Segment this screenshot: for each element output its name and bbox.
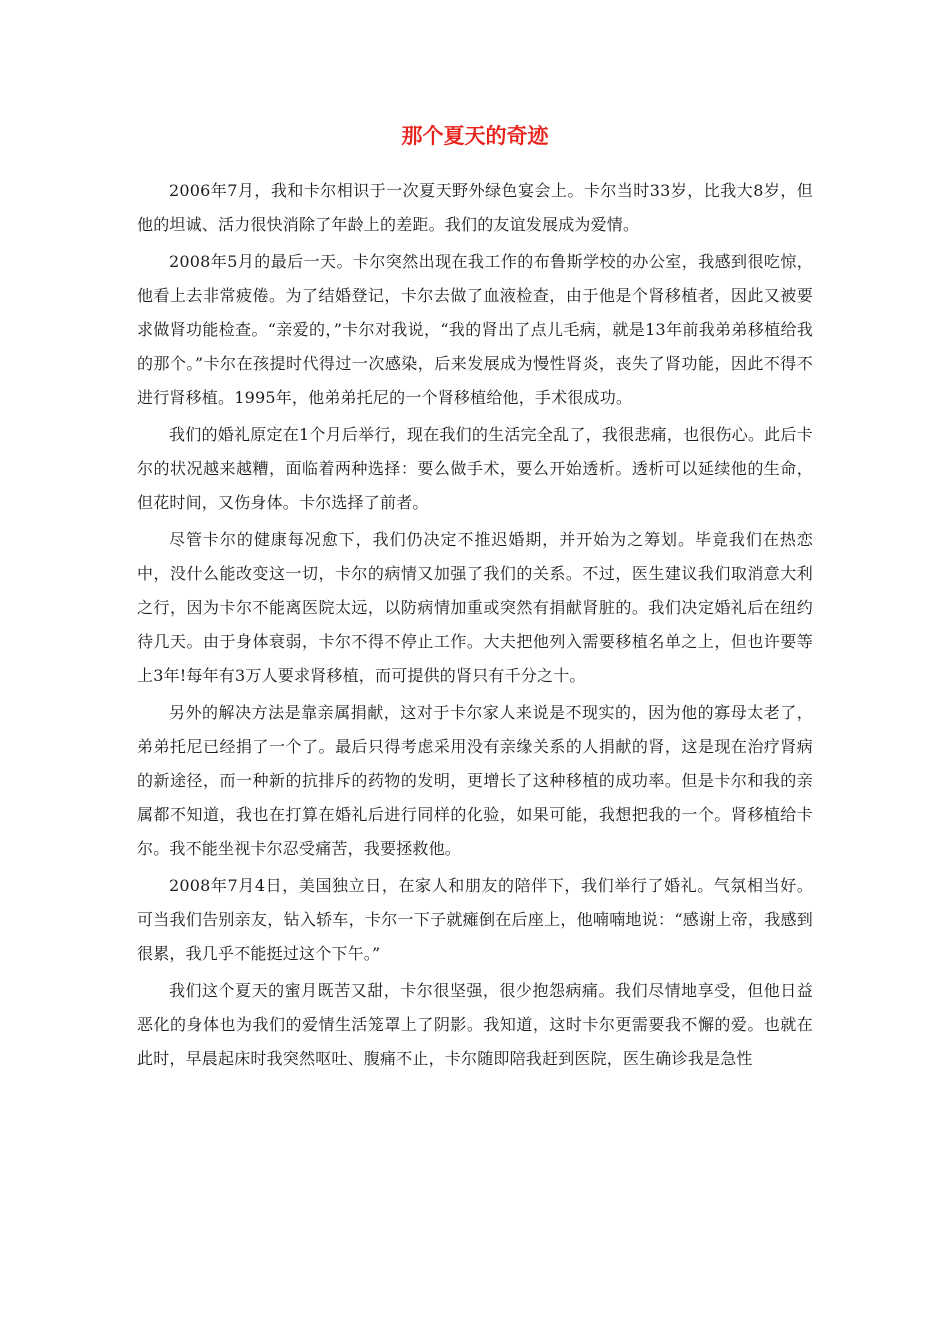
article-body — [137, 174, 813, 1079]
paragraph-6: 2008年7月4日，美国独立日，在家人和朋友的陪伴下，我们举行了婚礼。气氛相当好。可当我们告别亲友，钻入轿车，卡尔一下子就瘫倒在后座上，他喃喃地说：“感谢上帝，我感到很累，我几乎不能挺过这个下午。” — [137, 876, 813, 963]
paragraph-7: 我们这个夏天的蜜月既苦又甜，卡尔很坚强，很少抱怨病痛。我们尽情地享受，但他日益恶化的身体也为我们的爱情生活笼罩上了阴影。我知道，这时卡尔更需要我不懈的爱。也就在此时，早晨起床时我突然呕吐、腹痛不止，卡尔随即陪我赶到医院，医生确诊我是急性 — [137, 981, 813, 1068]
paragraph-1: 2006年7月，我和卡尔相识于一次夏天野外绿色宴会上。卡尔当时33岁，比我大8岁，但他的坦诚、活力很快消除了年龄上的差距。我们的友谊发展成为爱情。 — [137, 181, 813, 234]
article-title: 那个夏天的奇迹 — [401, 124, 549, 148]
paragraph-5: 另外的解决方法是靠亲属捐献，这对于卡尔家人来说是不现实的，因为他的寡母太老了，弟弟托尼已经捐了一个了。最后只得考虑采用没有亲缘关系的人捐献的肾，这是现在治疗肾病的新途径，而一种新的抗排斥的药物的发明，更增长了这种移植的成功率。但是卡尔和我的亲属都不知道，我也在打算在婚礼后进行同样的化验，如果可能，我想把我的一个。肾移植给卡尔。我不能坐视卡尔忍受痛苦，我要拯救他。 — [137, 703, 813, 858]
paragraph-4: 尽管卡尔的健康每况愈下，我们仍决定不推迟婚期，并开始为之筹划。毕竟我们在热恋中，没什么能改变这一切，卡尔的病情又加强了我们的关系。不过，医生建议我们取消意大利之行，因为卡尔不能离医院太远，以防病情加重或突然有捐献肾脏的。我们决定婚礼后在纽约待几天。由于身体衰弱，卡尔不得不停止工作。大夫把他列入需要移植名单之上，但也许要等上3年!每年有3万人要求肾移植，而可提供的肾只有千分之十。 — [137, 530, 813, 685]
paragraph-3: 我们的婚礼原定在1个月后举行，现在我们的生活完全乱了，我很悲痛，也很伤心。此后卡尔的状况越来越糟，面临着两种选择：要么做手术，要么开始透析。透析可以延续他的生命，但花时间，又伤身体。卡尔选择了前者。 — [137, 425, 813, 512]
paragraph-2: 2008年5月的最后一天。卡尔突然出现在我工作的布鲁斯学校的办公室，我感到很吃惊，他看上去非常疲倦。为了结婚登记，卡尔去做了血液检查，由于他是个肾移植者，因此又被要求做肾功能检查。“亲爱的，”卡尔对我说，“我的肾出了点儿毛病，就是13年前我弟弟移植给我的那个。”卡尔在孩提时代得过一次感染，后来发展成为慢性肾炎，丧失了肾功能，因此不得不进行肾移植。1995年，他弟弟托尼的一个肾移植给他，手术很成功。 — [137, 252, 813, 407]
